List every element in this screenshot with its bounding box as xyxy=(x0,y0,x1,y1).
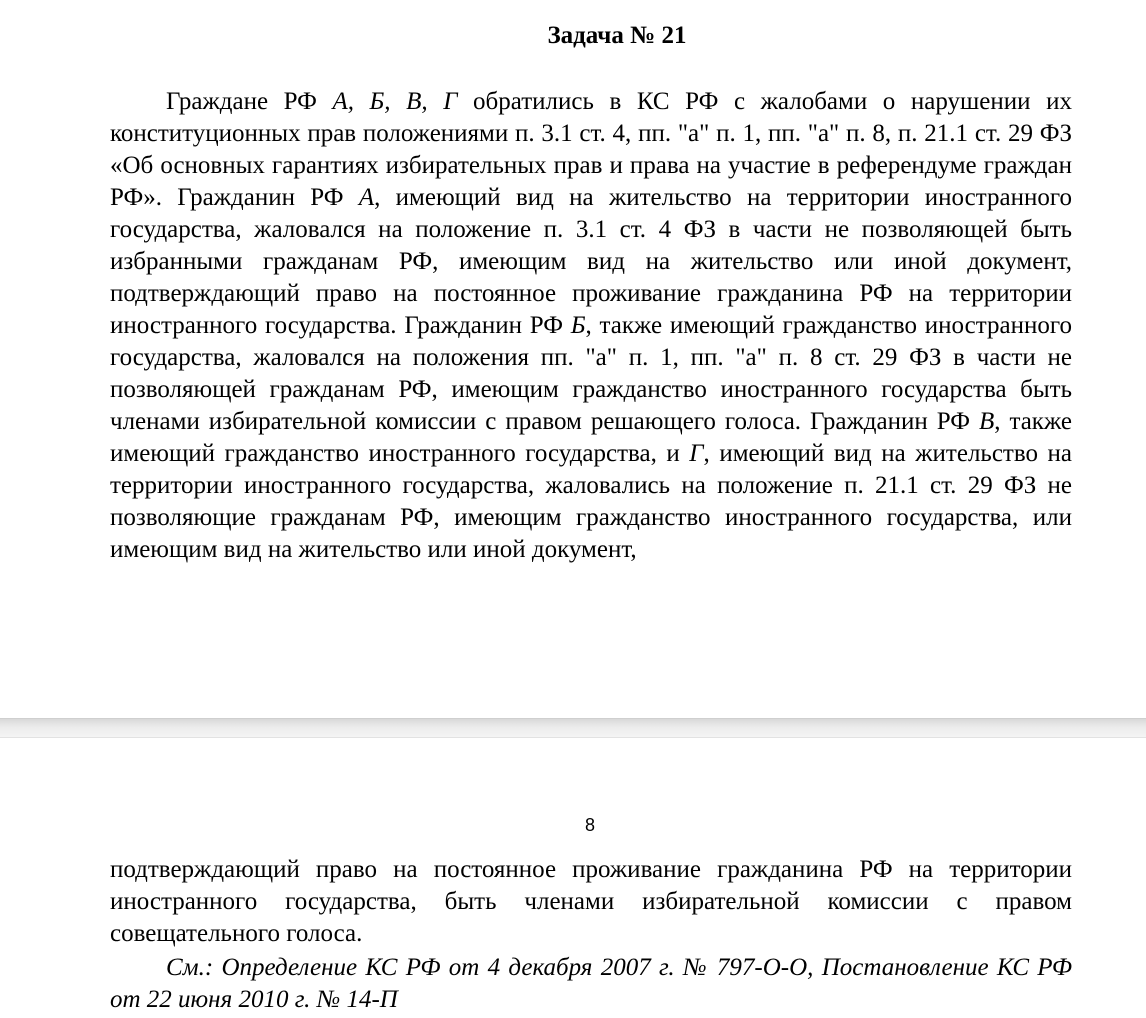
citizen-v-name: В xyxy=(978,408,995,435)
page-title: Задача № 21 xyxy=(547,22,687,49)
text-segment: , имеющий вид на жительство на территории иностранного государства, жаловались на положение п. 21.1 ст. 29 ФЗ не позволяющие гражданам РФ, имеющим гражданство иностранного государства, или имеющим вид на жительство или иной документ, xyxy=(110,440,1072,563)
text-segment: , имеющий вид на жительство на территории иностранного государства, жаловался на положение п. 3.1 ст. 4 ФЗ в части не позволяющей быть избранными гражданам РФ, имеющим вид на жительство или иной документ, подтверждающий право на постоянное проживание гражданина РФ на территории иностранного государства. Гражданин РФ xyxy=(110,184,1072,339)
page-separator xyxy=(0,718,1146,738)
text-segment: , также имеющий гражданство иностранного государства, жаловался на положения пп. "а" п. 1, пп. "а" п. 8 ст. 29 ФЗ в части не позволяющей гражданам РФ, имеющим гражданство иностранного государства быть членами избирательной комиссии с правом решающего голоса. Гражданин РФ xyxy=(110,312,1072,435)
citizen-names: А, Б, В, Г xyxy=(332,88,458,115)
text-segment: обратились в КС РФ с жалобами о нарушении их конституционных прав положениями п. 3.1 ст. 4, пп. "а" п. 1, пп. "а" п. 8, п. 21.1 ст. 29 ФЗ «Об основных гарантиях избирательных прав и права на участие в референдуме граждан РФ». Гражданин РФ xyxy=(110,88,1072,211)
page-number: 8 xyxy=(584,815,595,835)
citizen-b-name: Б xyxy=(570,312,586,339)
task-paragraph-continued: подтверждающий право на постоянное проживание гражданина РФ на территории иностранного государства, быть членами избирательной комиссии с правом совещательного голоса. xyxy=(110,856,1072,947)
text-segment: Граждане РФ xyxy=(166,88,333,115)
citizen-g-name: Г xyxy=(689,440,704,467)
citizen-a-name: А xyxy=(358,184,375,211)
task-paragraph xyxy=(110,86,1072,566)
text-segment: , также имеющий гражданство иностранного государства, и xyxy=(110,408,1072,467)
case-law-reference: См.: Определение КС РФ от 4 декабря 2007 г. № 797-О-О, Постановление КС РФ от 22 июня 2010 г. № 14-П xyxy=(110,954,1072,1013)
